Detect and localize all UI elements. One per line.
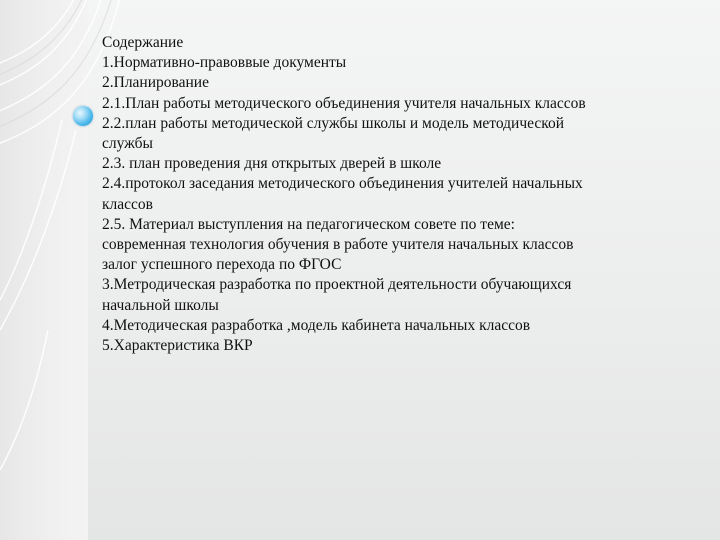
contents-item-2-5: 2.5. Материал выступления на педагогическом совете по теме: современная технология обучения в работе учителя начальных классов залог успешного перехода по ФГОС bbox=[102, 215, 574, 274]
contents-item-2-2: 2.2.план работы методической службы школы и модель методической службы bbox=[102, 114, 565, 153]
contents-block bbox=[102, 33, 702, 356]
contents-item-5: 5.Характеристика ВКР bbox=[102, 337, 253, 355]
contents-item-1: 1.Нормативно-правоввые документы bbox=[102, 54, 347, 72]
contents-item-2-4: 2.4.протокол заседания методического объединения учителей начальных классов bbox=[102, 175, 583, 213]
contents-item-2: 2.Планирование bbox=[102, 74, 209, 92]
contents-item-3: 3.Метродическая разработка по проектной деятельности обучающихся начальной школы bbox=[102, 276, 572, 314]
contents-item-2-1: 2.1.План работы методического объединения учителя начальных классов bbox=[102, 94, 586, 112]
blue-bubble-icon bbox=[73, 106, 93, 126]
contents-item-4: 4.Методическая разработка ,модель кабинета начальных классов bbox=[102, 316, 531, 334]
contents-heading: Содержание bbox=[102, 34, 184, 51]
contents-item-2-3: 2.3. план проведения дня открытых дверей в школе bbox=[102, 155, 442, 173]
